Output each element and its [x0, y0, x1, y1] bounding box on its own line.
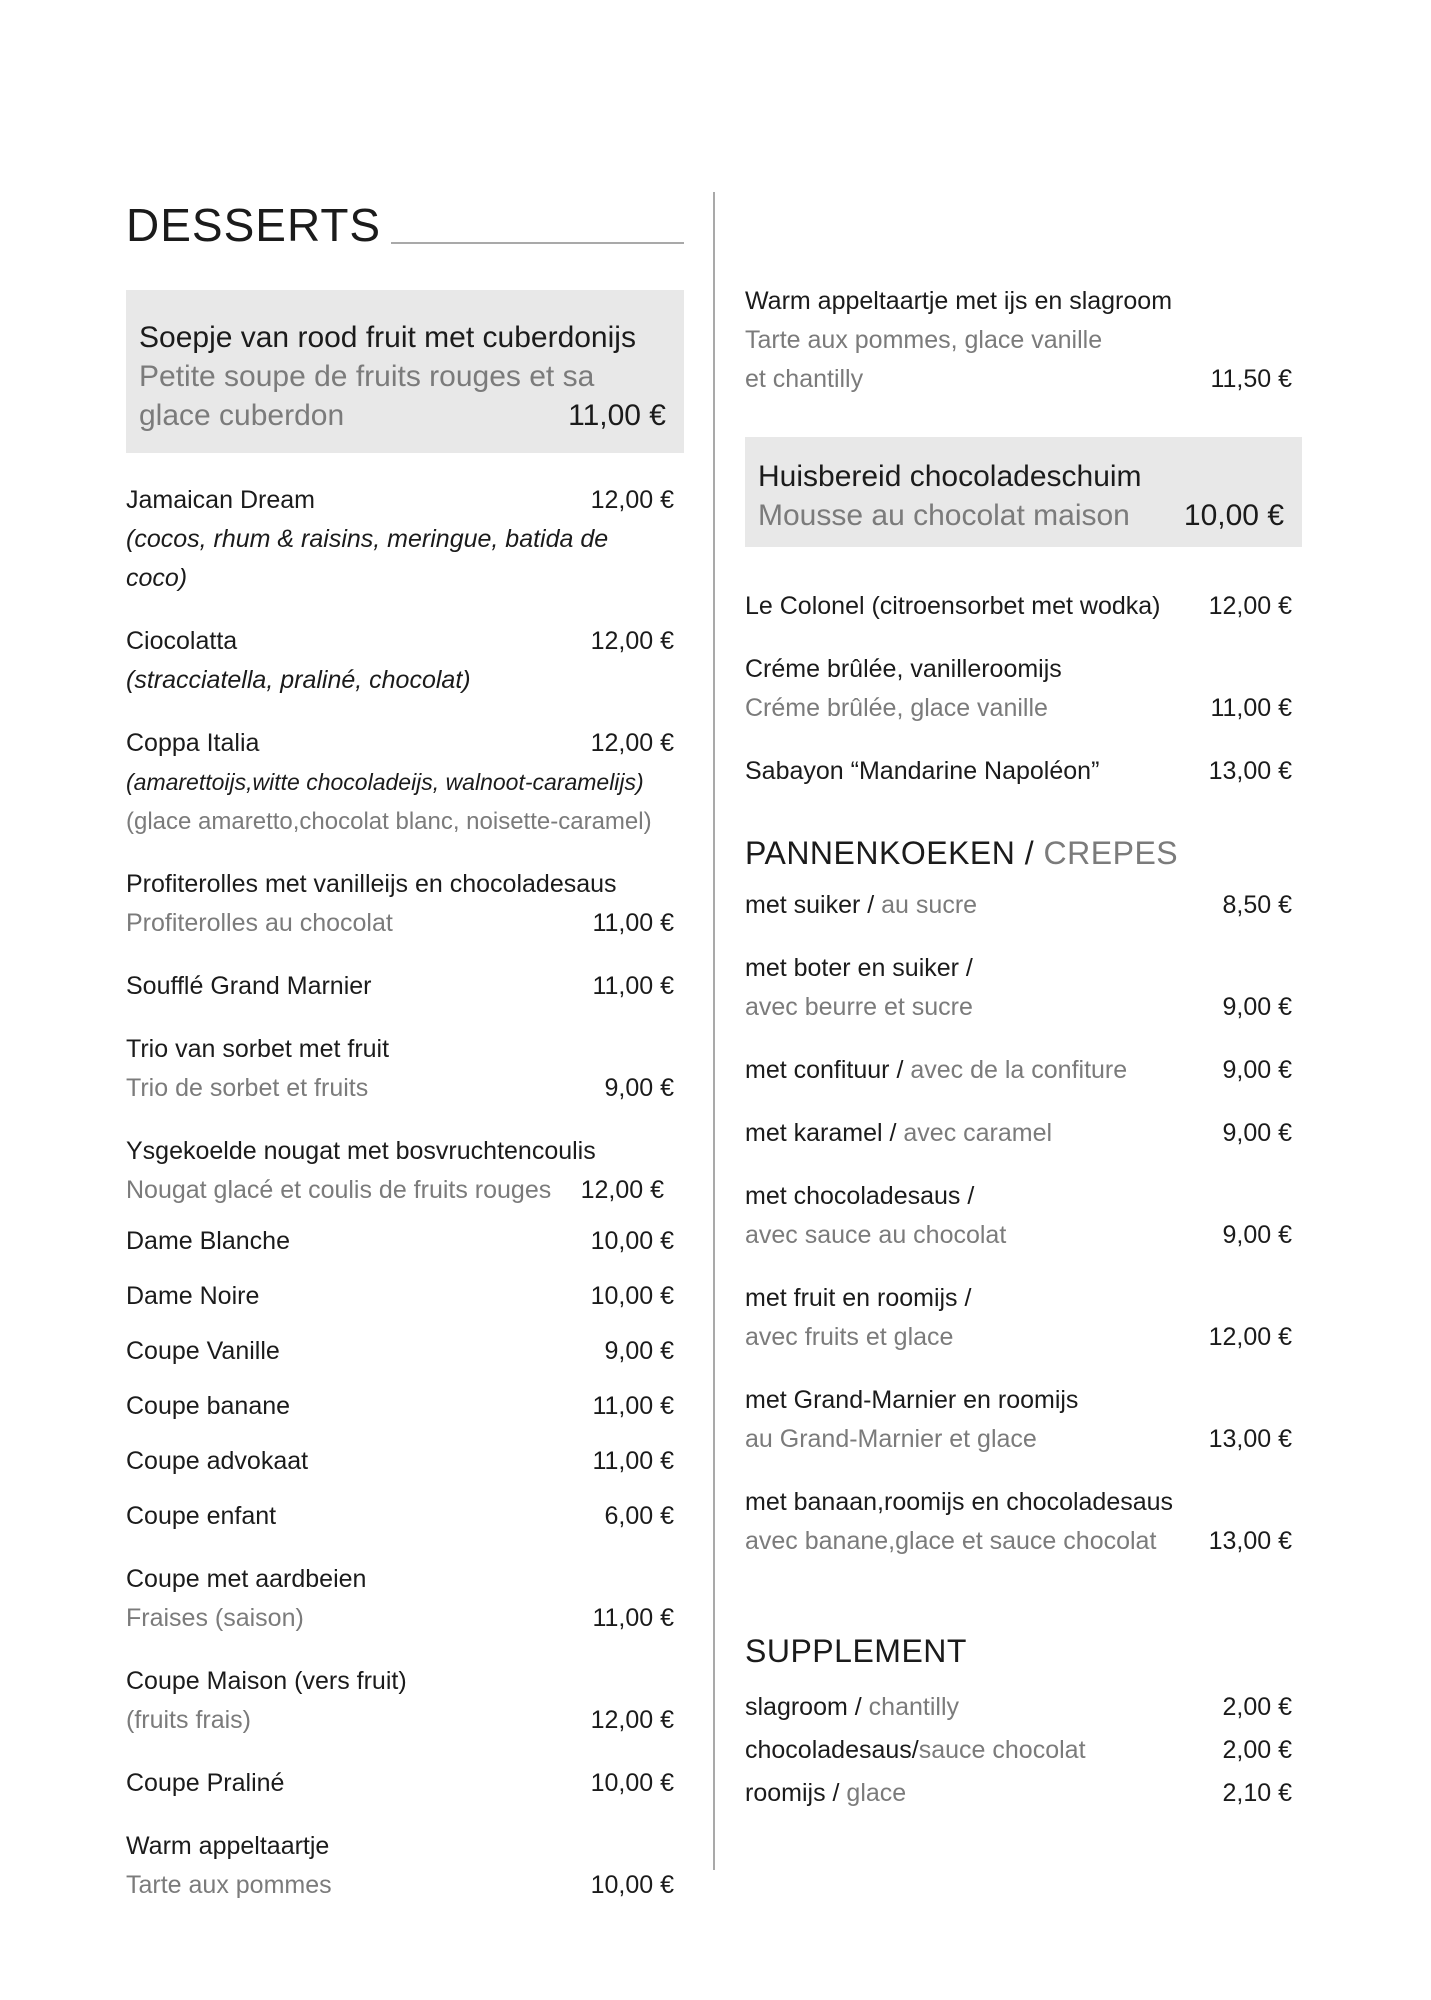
- desserts-header: [126, 190, 684, 251]
- item-fr: Créme brûlée, glace vanille: [745, 694, 1048, 722]
- item-name: Coupe enfant: [126, 1502, 277, 1530]
- item-ingredients: (stracciatella, praliné, chocolat): [126, 666, 471, 694]
- item-sep: /: [889, 1056, 911, 1084]
- menu-item: [745, 1114, 1302, 1153]
- item-fr: Nougat glacé et coulis de fruits rouges: [126, 1176, 552, 1204]
- item-name: Coupe met aardbeien: [126, 1565, 367, 1593]
- item-fr: Trio de sorbet et fruits: [126, 1074, 369, 1102]
- featured-fr-line1: Petite soupe de fruits rouges et sa: [139, 360, 595, 393]
- item-price: 12,00 €: [1208, 592, 1292, 620]
- item-name: met banaan,roomijs en chocoladesaus: [745, 1488, 1174, 1516]
- item-name: Coupe banane: [126, 1392, 291, 1420]
- item-price: 9,00 €: [1222, 1119, 1292, 1147]
- featured-name: Soepje van rood fruit met cuberdonijs: [139, 321, 636, 354]
- item-fr: Tarte aux pommes: [126, 1871, 332, 1899]
- item-sep: /: [860, 891, 882, 919]
- item-ingredients: (amarettoijs,witte chocoladeijs, walnoot-caramelijs): [126, 769, 644, 795]
- menu-item: [745, 886, 1302, 925]
- item-price: 2,10 €: [1222, 1779, 1292, 1807]
- item-fr: Profiterolles au chocolat: [126, 909, 393, 937]
- item-price: 9,00 €: [604, 1074, 674, 1102]
- item-fr: (fruits frais): [126, 1706, 251, 1734]
- menu-item: [126, 1332, 684, 1371]
- menu-item: [126, 1764, 684, 1803]
- item-price: 2,00 €: [1222, 1693, 1292, 1721]
- item-price: 10,00 €: [590, 1227, 674, 1255]
- item-fr-line1: Tarte aux pommes, glace vanille: [745, 326, 1103, 354]
- menu-item: [745, 949, 1302, 1027]
- item-price: 11,00 €: [1210, 694, 1292, 722]
- item-fr: avec fruits et glace: [745, 1323, 954, 1351]
- supplement-list: [745, 1688, 1302, 1813]
- item-price: 12,00 €: [590, 627, 674, 655]
- menu-item: [745, 587, 1302, 626]
- featured-dessert: [126, 290, 684, 453]
- featured-price: 11,00 €: [568, 399, 666, 432]
- item-price: 13,00 €: [1208, 1527, 1292, 1555]
- item-price: 11,00 €: [592, 1392, 674, 1420]
- item-sep: /: [847, 1693, 869, 1721]
- item-price: 12,00 €: [590, 729, 674, 757]
- item-name: met chocoladesaus /: [745, 1182, 975, 1210]
- menu-item: [126, 1497, 684, 1536]
- item-fr: au Grand-Marnier et glace: [745, 1425, 1037, 1453]
- item-name: Créme brûlée, vanilleroomijs: [745, 655, 1062, 683]
- item-price: 12,00 €: [590, 1706, 674, 1734]
- item-name: met karamel: [745, 1119, 883, 1147]
- item-sep: /: [882, 1119, 904, 1147]
- menu-item: [126, 1827, 684, 1905]
- item-name: Coupe Maison (vers fruit): [126, 1667, 407, 1695]
- item-fr: avec beurre et sucre: [745, 993, 973, 1021]
- item-name: Coupe advokaat: [126, 1447, 309, 1475]
- item-fr-line2: et chantilly: [745, 365, 864, 393]
- menu-item: [745, 752, 1302, 791]
- item-price: 11,00 €: [592, 1447, 674, 1475]
- item-name: met Grand-Marnier en roomijs: [745, 1386, 1079, 1414]
- featured-price: 10,00 €: [1183, 499, 1284, 532]
- item-price: 11,00 €: [592, 909, 674, 937]
- menu-item: [745, 1483, 1302, 1561]
- item-ingredients: (cocos, rhum & raisins, meringue, batida de coco): [126, 525, 609, 592]
- pancakes-title: [745, 835, 1302, 872]
- featured-name: Huisbereid chocoladeschuim: [758, 460, 1142, 493]
- item-name: Coppa Italia: [126, 729, 260, 757]
- item-name: Sabayon “Mandarine Napoléon”: [745, 757, 1100, 785]
- item-name: slagroom: [745, 1693, 848, 1721]
- item-price: 6,00 €: [604, 1502, 674, 1530]
- item-name: chocoladesaus: [745, 1736, 912, 1764]
- item-name: Warm appeltaartje met ijs en slagroom: [745, 287, 1173, 315]
- item-name: Ciocolatta: [126, 627, 238, 655]
- menu-item: [126, 1132, 684, 1210]
- item-price: 9,00 €: [604, 1337, 674, 1365]
- item-name: Trio van sorbet met fruit: [126, 1035, 390, 1063]
- menu-item: [745, 1381, 1302, 1459]
- menu-item: [745, 1774, 1302, 1813]
- item-fr: Fraises (saison): [126, 1604, 304, 1632]
- item-fr: avec caramel: [903, 1119, 1053, 1147]
- menu-item: [745, 1731, 1302, 1770]
- item-price: 9,00 €: [1222, 1221, 1292, 1249]
- menu-item: [745, 1051, 1302, 1090]
- item-sep: /: [825, 1779, 847, 1807]
- item-price: 10,00 €: [590, 1871, 674, 1899]
- menu-item: [126, 1277, 684, 1316]
- menu-item: [126, 481, 684, 598]
- item-name: met fruit en roomijs /: [745, 1284, 972, 1312]
- featured-mousse: [745, 437, 1302, 547]
- item-name: met confituur: [745, 1056, 890, 1084]
- featured-fr-line2: glace cuberdon: [139, 399, 345, 432]
- item-name: Ysgekoelde nougat met bosvruchtencoulis: [126, 1137, 596, 1165]
- item-ingredients-fr: (glace amaretto,chocolat blanc, noisette-caramel): [126, 808, 652, 835]
- menu-item: [126, 1442, 684, 1481]
- item-price: 11,50 €: [1210, 365, 1292, 393]
- item-name: met boter en suiker /: [745, 954, 973, 982]
- supplement-title: SUPPLEMENT: [745, 1633, 967, 1669]
- item-price: 2,00 €: [1222, 1736, 1292, 1764]
- item-name: Coupe Vanille: [126, 1337, 280, 1365]
- item-price: 11,00 €: [592, 1604, 674, 1632]
- desserts-title: DESSERTS: [126, 199, 382, 251]
- menu-item: [745, 1177, 1302, 1255]
- item-fr: avec banane,glace et sauce chocolat: [745, 1527, 1157, 1555]
- item-price: 9,00 €: [1222, 993, 1292, 1021]
- menu-item: [745, 650, 1302, 728]
- item-sep: /: [911, 1736, 919, 1764]
- item-name: Le Colonel (citroensorbet met wodka): [745, 592, 1161, 620]
- title-underline: [391, 242, 684, 244]
- menu-item: [126, 865, 684, 943]
- item-name: Dame Blanche: [126, 1227, 290, 1255]
- item-fr: au sucre: [881, 891, 978, 919]
- item-name: Coupe Praliné: [126, 1769, 285, 1797]
- item-price: 9,00 €: [1222, 1056, 1292, 1084]
- right-column: [745, 282, 1302, 1813]
- item-name: met suiker: [745, 891, 861, 919]
- menu-item: [126, 1662, 684, 1740]
- menu-item: [745, 1688, 1302, 1727]
- menu-item: [745, 282, 1302, 399]
- item-fr: glace: [846, 1779, 907, 1807]
- pancakes-title-sep: /: [1015, 835, 1044, 871]
- featured-fr: Mousse au chocolat maison: [758, 499, 1130, 532]
- item-price: 8,50 €: [1222, 891, 1292, 919]
- item-name: Soufflé Grand Marnier: [126, 972, 372, 1000]
- item-price: 11,00 €: [592, 972, 674, 1000]
- desserts-column: [126, 190, 684, 1905]
- item-fr: sauce chocolat: [918, 1736, 1086, 1764]
- item-name: roomijs: [745, 1779, 826, 1807]
- item-name: Warm appeltaartje: [126, 1832, 330, 1860]
- menu-item: [126, 1222, 684, 1261]
- pancakes-title-fr: CREPES: [1043, 835, 1179, 871]
- item-price: 10,00 €: [590, 1769, 674, 1797]
- item-name: Jamaican Dream: [126, 486, 315, 514]
- item-name: Dame Noire: [126, 1282, 260, 1310]
- menu-item: [126, 622, 684, 700]
- item-fr: avec sauce au chocolat: [745, 1221, 1007, 1249]
- column-divider: [713, 192, 715, 1870]
- pancakes-title-nl: PANNENKOEKEN: [745, 835, 1016, 871]
- item-price: 13,00 €: [1208, 1425, 1292, 1453]
- item-price: 10,00 €: [590, 1282, 674, 1310]
- item-fr: avec de la confiture: [910, 1056, 1128, 1084]
- item-price: 12,00 €: [590, 486, 674, 514]
- menu-item: [126, 1030, 684, 1108]
- item-name: Profiterolles met vanilleijs en chocoladesaus: [126, 870, 617, 898]
- menu-item: [126, 1387, 684, 1426]
- menu-item: [126, 1560, 684, 1638]
- menu-item: [126, 724, 684, 841]
- item-price: 13,00 €: [1208, 757, 1292, 785]
- menu-item: [745, 1279, 1302, 1357]
- menu-item: [126, 967, 684, 1006]
- item-price: 12,00 €: [580, 1176, 664, 1204]
- item-price: 12,00 €: [1208, 1323, 1292, 1351]
- item-fr: chantilly: [868, 1693, 959, 1721]
